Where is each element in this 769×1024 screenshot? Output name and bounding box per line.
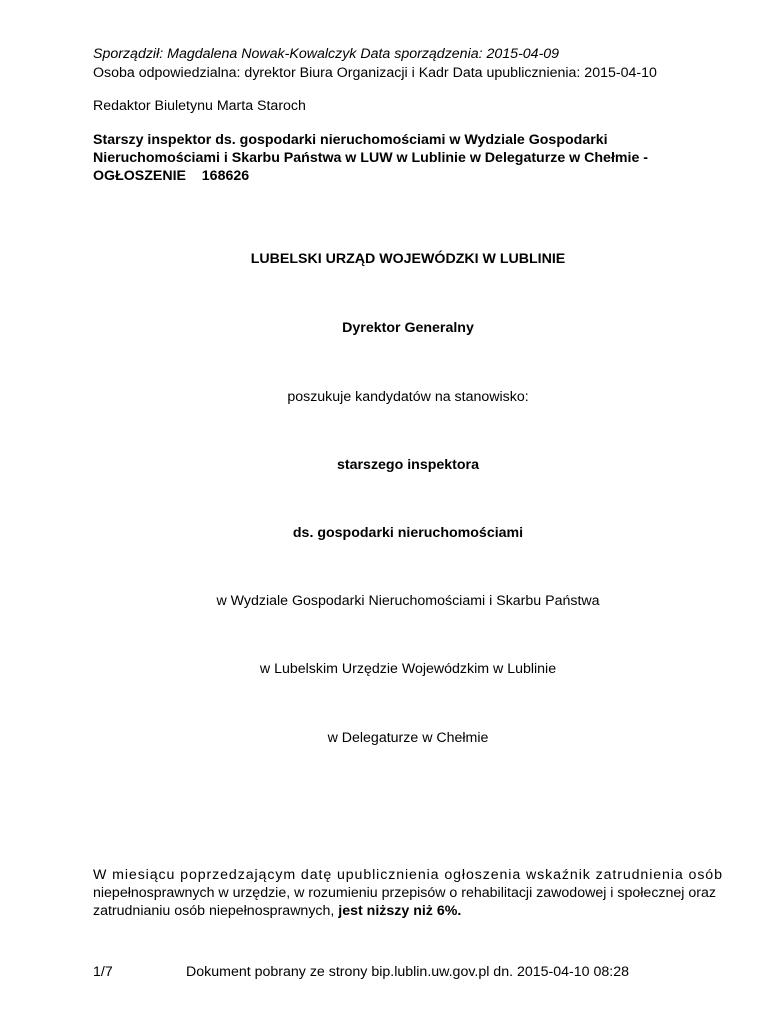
- position-scope: ds. gospodarki nieruchomościami: [292, 525, 524, 541]
- institution-text: w Lubelskim Urzędzie Wojewódzkim w Lublinie: [259, 661, 557, 677]
- branch-text: w Delegaturze w Chełmie: [327, 730, 489, 746]
- download-source: Dokument pobrany ze strony bip.lublin.uw.gov.pl dn. 2015-04-10 08:28: [186, 964, 629, 980]
- notice-line-3-text: zatrudnianiu osób niepełnosprawnych,: [93, 903, 339, 919]
- director-heading: Dyrektor Generalny: [342, 320, 474, 336]
- department-text: w Wydziale Gospodarki Nieruchomościami i Skarbu Państwa: [216, 593, 600, 609]
- office-name: LUBELSKI URZĄD WOJEWÓDZKI W LUBLINIE: [250, 251, 566, 267]
- position-title: starszego inspektora: [337, 457, 479, 473]
- notice-line-2: niepełnosprawnych w urzędzie, w rozumieniu przepisów o rehabilitacji zawodowej i społecznej oraz: [93, 885, 716, 901]
- notice-line-3: [93, 902, 733, 920]
- notice-line-1: W miesiącu poprzedzającym datę upublicznienia ogłoszenia wskaźnik zatrudnienia osób: [93, 867, 723, 883]
- responsible-person-line: Osoba odpowiedzialna: dyrektor Biura Organizacji i Kadr Data upublicznienia: 2015-04-10: [93, 65, 657, 81]
- seeking-text: poszukuje kandydatów na stanowisko:: [287, 389, 529, 405]
- prepared-by-line: Sporządził: Magdalena Nowak-Kowalczyk Data sporządzenia: 2015-04-09: [93, 46, 560, 62]
- title-line-2: Nieruchomościami i Skarbu Państwa w LUW w Lublinie w Delegaturze w Chełmie -: [93, 150, 649, 166]
- page-number: 1/7: [93, 964, 113, 980]
- title-line-3: OGŁOSZENIE 168626: [93, 168, 250, 184]
- announcement-title: [93, 131, 673, 185]
- title-line-1: Starszy inspektor ds. gospodarki nieruchomościami w Wydziale Gospodarki: [93, 132, 608, 148]
- editor-line: Redaktor Biuletynu Marta Staroch: [93, 98, 306, 114]
- notice-emphasis: jest niższy niż 6%.: [338, 903, 462, 919]
- employment-notice: [93, 866, 733, 920]
